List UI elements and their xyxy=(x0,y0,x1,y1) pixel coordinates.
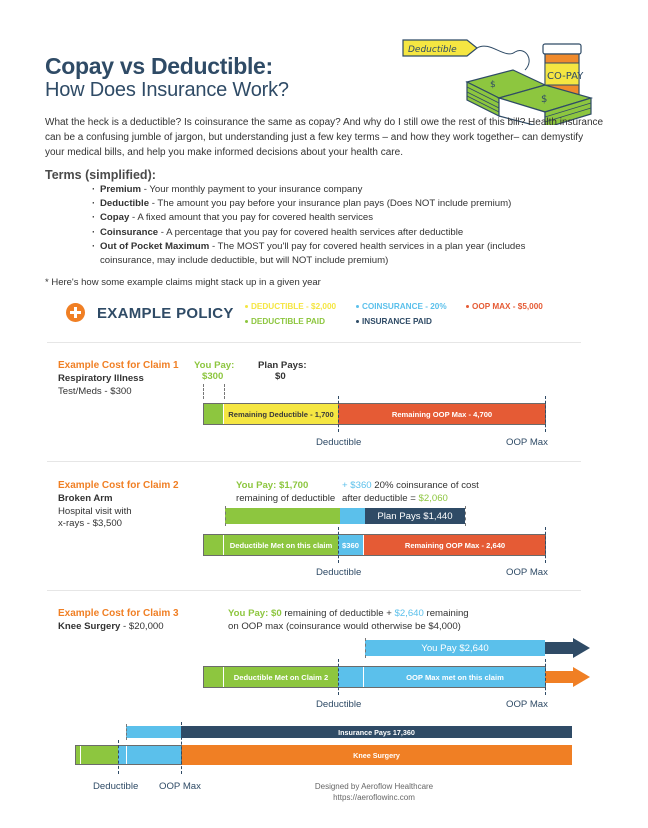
term-item xyxy=(92,211,562,225)
divider xyxy=(47,342,581,343)
deductible-paid-segment xyxy=(203,666,223,688)
term-item xyxy=(92,226,562,240)
example-note: * Here's how some example claims might stack up in a given year xyxy=(45,277,321,288)
you-pay-note: remaining xyxy=(423,608,469,619)
coinsurance-amount: + $360 xyxy=(342,480,372,491)
oop-max-marker xyxy=(545,659,546,695)
oop-max-axis-label: OOP Max xyxy=(506,567,548,578)
you-pay-label: You Pay: xyxy=(194,360,235,371)
term-item xyxy=(92,240,562,268)
claim1-bar xyxy=(203,403,546,425)
insurance-pays-segment: Insurance Pays 17,360 xyxy=(181,726,572,738)
intro-paragraph: What the heck is a deductible? Is coinsurance the same as copay? And why do I still owe the rest of this bill? Health insurance can be a confusing jumble of jargon, but understanding just a few key terms – and how they work together– can demystify your medical bills, and help you make informed decisions about your health care. xyxy=(45,117,604,158)
you-pay-note: on OOP max (coinsurance would otherwise be $4,000) xyxy=(228,620,461,632)
you-pay-note: remaining of deductible xyxy=(236,492,336,504)
legend-label: DEDUCTIBLE - $2,000 xyxy=(251,302,337,311)
term-definition: - A percentage that you pay for covered health services after deductible xyxy=(158,226,464,238)
svg-text:$: $ xyxy=(541,94,548,105)
term-definition: - Your monthly payment to your insurance company xyxy=(141,184,363,195)
legend-deductible xyxy=(245,302,336,311)
oop-met-segment: OOP Max met on this claim xyxy=(364,666,546,688)
legend-insurance-paid xyxy=(356,317,432,326)
term-name: Deductible xyxy=(100,198,150,210)
legend-label: COINSURANCE - 20% xyxy=(362,302,447,311)
bottle-label: CO-PAY xyxy=(547,71,584,82)
deductible-met-segment: Deductible Met on this claim xyxy=(224,534,338,556)
claim2-detail-line1: Hospital visit with xyxy=(58,505,132,517)
header-illustration xyxy=(395,30,595,125)
claim3-bar xyxy=(203,666,546,688)
guide-line xyxy=(224,384,225,399)
after-deductible-note: after deductible = xyxy=(342,492,419,504)
deductible-paid-segment xyxy=(203,403,223,425)
legend-dot xyxy=(245,305,248,308)
claim2-title: Example Cost for Claim 2 xyxy=(58,480,179,491)
coinsurance-note: 20% coinsurance of cost xyxy=(371,480,479,491)
claim1-detail: Test/Meds - $300 xyxy=(58,385,132,397)
you-pay-segment: You Pay $2,640 xyxy=(365,640,545,656)
legend-label: INSURANCE PAID xyxy=(362,317,432,326)
legend-deductible-paid xyxy=(245,317,325,326)
claim3-details xyxy=(58,621,164,634)
divider xyxy=(47,461,581,462)
coinsurance-segment xyxy=(338,666,363,688)
claim2-you-pay xyxy=(236,480,335,505)
deductible-axis-label: Deductible xyxy=(93,781,139,792)
page-subtitle: How Does Insurance Work? xyxy=(45,79,289,101)
term-name: Copay xyxy=(100,212,130,224)
term-item xyxy=(92,197,562,211)
svg-text:$: $ xyxy=(490,80,496,90)
legend-dot xyxy=(245,320,248,323)
term-name: Premium xyxy=(100,184,142,195)
arrow-right-icon xyxy=(545,667,591,687)
term-item xyxy=(92,183,562,197)
arrow-right-icon xyxy=(545,638,591,658)
you-pay-note: remaining of deductible + xyxy=(281,608,395,619)
oop-amount: $2,640 xyxy=(394,608,424,619)
oop-max-marker xyxy=(545,527,546,563)
plan-pays-segment: Plan Pays $1,440 xyxy=(365,508,465,524)
deductible-marker xyxy=(338,396,339,432)
claim1-you-pay xyxy=(194,360,234,382)
you-pay-value: $300 xyxy=(202,371,224,382)
claim3-detail: - $20,000 xyxy=(120,621,164,632)
claim2-payment-bar xyxy=(225,508,465,524)
claim1-plan-pays xyxy=(258,360,307,382)
deductible-axis-label: Deductible xyxy=(316,699,362,710)
plan-pays-label: Plan Pays: xyxy=(258,360,307,371)
deductible-axis-label: Deductible xyxy=(316,567,362,578)
plus-icon xyxy=(66,303,85,322)
tag-label: Deductible xyxy=(408,45,457,55)
legend-dot xyxy=(466,305,469,308)
term-definition: - The amount you pay before your insurance plan pays (Does NOT include premium) xyxy=(149,198,512,210)
policy-title: EXAMPLE POLICY xyxy=(97,305,234,322)
claim2-name: Broken Arm xyxy=(58,493,113,504)
claim3-payment-bar xyxy=(365,640,545,656)
plan-pays-value: $0 xyxy=(275,371,286,382)
oop-max-marker xyxy=(181,722,182,774)
knee-surgery-segment: Knee Surgery xyxy=(181,745,572,765)
you-pay-deductible-segment xyxy=(225,508,340,524)
oop-max-marker xyxy=(545,396,546,432)
you-pay-value: You Pay: $1,700 xyxy=(236,480,309,491)
guide-line xyxy=(126,724,127,740)
legend-oop-max xyxy=(466,302,543,311)
guide-line xyxy=(365,638,366,658)
term-name: Out of Pocket Maximum xyxy=(100,240,210,252)
coinsurance-segment: $360 xyxy=(338,534,363,556)
legend-coinsurance xyxy=(356,302,447,311)
terms-heading: Terms (simplified): xyxy=(45,168,156,182)
guide-line xyxy=(203,384,204,399)
claim1-name: Respiratory Illness xyxy=(58,373,144,384)
claim1-title: Example Cost for Claim 1 xyxy=(58,360,179,371)
claim3-title: Example Cost for Claim 3 xyxy=(58,608,179,619)
term-definition: - The MOST you'll pay for covered health services in a plan year (includes coinsurance, may include deductible, but will NOT include premium) xyxy=(100,240,526,267)
guide-line xyxy=(225,506,226,526)
terms-list xyxy=(92,183,562,268)
footer xyxy=(50,781,648,803)
deductible-met-segment xyxy=(81,745,118,765)
divider xyxy=(47,590,581,591)
oop-max-axis-label: OOP Max xyxy=(506,699,548,710)
footer-link[interactable]: https://aeroflowinc.com xyxy=(333,793,415,802)
oop-met-segment xyxy=(127,745,181,765)
money-stack-icon xyxy=(395,30,595,125)
legend-dot xyxy=(356,320,359,323)
claim2-details xyxy=(58,493,132,531)
claim2-detail-line2: x-rays - $3,500 xyxy=(58,518,122,529)
insurance-pays-bar xyxy=(126,726,572,738)
claim2-total: $2,060 xyxy=(418,492,448,504)
deductible-marker xyxy=(338,659,339,695)
oop-max-axis-label: OOP Max xyxy=(506,437,548,448)
you-pay-value: You Pay: $0 xyxy=(228,608,282,619)
claim2-bar xyxy=(203,534,546,556)
legend-dot xyxy=(356,305,359,308)
remaining-oop-segment: Remaining OOP Max - 2,640 xyxy=(364,534,546,556)
page-title: Copay vs Deductible: xyxy=(45,53,273,79)
you-pay-coinsurance-segment xyxy=(340,508,365,524)
deductible-marker xyxy=(118,740,119,774)
deductible-paid-segment xyxy=(203,534,223,556)
claim3-name: Knee Surgery xyxy=(58,621,121,632)
coinsurance-segment xyxy=(118,745,126,765)
legend-label: DEDUCTIBLE PAID xyxy=(251,317,325,326)
claim2-coinsurance-note xyxy=(342,480,479,505)
footer-credit: Designed by Aeroflow Healthcare xyxy=(314,782,434,791)
claim3-you-pay xyxy=(228,608,469,633)
remaining-oop-segment: Remaining OOP Max - 4,700 xyxy=(338,403,546,425)
guide-line xyxy=(465,506,466,526)
knee-surgery-bar xyxy=(75,745,572,765)
you-pay-segment xyxy=(126,726,181,738)
remaining-deductible-segment: Remaining Deductible - 1,700 xyxy=(224,403,338,425)
legend-label: OOP MAX - $5,000 xyxy=(472,302,543,311)
oop-max-axis-label: OOP Max xyxy=(159,781,201,792)
deductible-marker xyxy=(338,527,339,563)
claim1-details xyxy=(58,373,144,398)
term-definition: - A fixed amount that you pay for covered health services xyxy=(129,212,374,224)
term-name: Coinsurance xyxy=(100,226,159,238)
deductible-met-segment: Deductible Met on Claim 2 xyxy=(224,666,338,688)
deductible-axis-label: Deductible xyxy=(316,437,362,448)
